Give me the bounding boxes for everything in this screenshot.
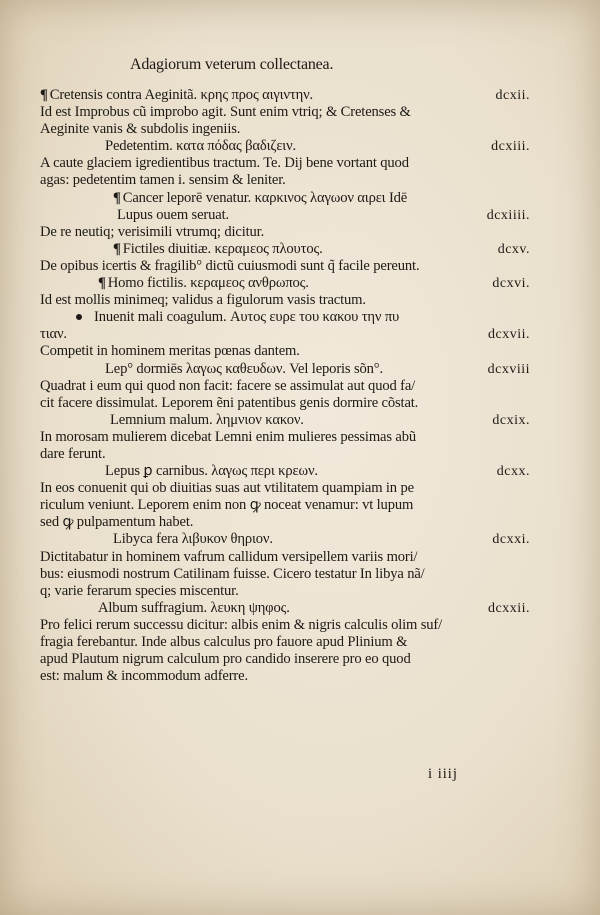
line-text: agas: pedetentim tamen i. sensim & leniter. xyxy=(40,172,286,189)
line-text: Dictitabatur in hominem vafrum callidum versipellem variis mori/ xyxy=(40,548,418,565)
pilcrow-icon: ¶ xyxy=(40,87,48,103)
text-line xyxy=(40,87,560,104)
adage-number: dcxv. xyxy=(497,241,530,257)
signature-mark: i iiij xyxy=(428,766,458,782)
adage-number: dcxix. xyxy=(492,412,530,428)
adage-number: dcxx. xyxy=(496,464,530,480)
line-text: fragia ferebantur. Inde albus calculus pro fauore apud Plinium & xyxy=(40,634,408,650)
adage-number: dcxvii. xyxy=(488,327,530,343)
text-line xyxy=(40,600,560,617)
text-line xyxy=(40,241,560,258)
line-text: De opibus icertis & fragilib° dictũ cuiusmodi sunt q̃ facile pereunt. xyxy=(40,257,420,274)
line-text: Pedetentim. κατα πόδας βαδιζειν. xyxy=(105,138,297,155)
line-text: Libyca fera λιβυκον θηριον. xyxy=(113,531,273,548)
line-text: bus: eiusmodi nostrum Catilinam fuisse. Cicero testatur In libya nã/ xyxy=(40,565,425,582)
adage-number: dcxviii xyxy=(487,361,530,377)
text-line xyxy=(40,292,560,309)
line-text: apud Plautum nigrum calculum pro candido inserere pro eo quod xyxy=(40,651,411,668)
text-line xyxy=(40,275,560,292)
line-text: dare ferunt. xyxy=(40,445,106,462)
text-line xyxy=(40,668,560,685)
text-line xyxy=(40,446,560,463)
text-line xyxy=(40,361,560,378)
line-text: est: malum & incommodum adferre. xyxy=(40,668,248,685)
text-line xyxy=(40,190,560,207)
line-text: Cretensis contra Aeginitã. κρης προς αιγιντην. xyxy=(49,87,314,103)
line-text: De re neutiq; verisimili vtrumq; dicitur. xyxy=(40,223,265,240)
line-text: Id est mollis minimeq; validus a figulorum vasis tractum. xyxy=(40,292,366,309)
text-line xyxy=(40,155,560,172)
line-text: Inuenit mali coagulum. Αυτος ευρε του κακου την πυ xyxy=(94,309,400,326)
adage-number: dcxvi. xyxy=(492,276,530,292)
page-body xyxy=(40,87,560,685)
line-text: cit facere dissimulat. Leporem ẽni patentibus genis dormire cõstat. xyxy=(40,394,419,411)
text-line xyxy=(40,497,560,514)
text-line xyxy=(40,172,560,189)
line-text: In morosam mulierem dicebat Lemni enim mulieres pessimas abũ xyxy=(40,428,417,445)
line-text: Album suffragium. λευκη ψηφος. xyxy=(98,599,290,616)
line-text: Aeginite vanis & subdolis ingeniis. xyxy=(40,121,241,138)
ink-dot-icon xyxy=(76,314,82,320)
adage-number: dcxxii. xyxy=(488,600,530,616)
text-line xyxy=(40,480,560,497)
line-text: Quadrat i eum qui quod non facit: facere se assimulat aut quod fa/ xyxy=(40,377,416,394)
text-line xyxy=(40,583,560,600)
line-text: q; varie ferarum species miscentur. xyxy=(40,582,239,599)
text-line xyxy=(40,617,560,634)
text-line xyxy=(40,121,560,138)
text-line xyxy=(40,224,560,241)
line-text: A caute glaciem igredientibus tractum. Te. Dij bene vortant quod xyxy=(40,155,409,172)
text-line xyxy=(40,651,560,668)
text-line xyxy=(40,326,560,343)
text-line xyxy=(40,309,560,326)
text-line xyxy=(40,514,560,531)
line-text: Competit in hominem meritas pœnas dantem. xyxy=(40,343,300,360)
line-text: Lepus ꝑ carnibus. λαγως περι κρεων. xyxy=(105,463,318,480)
text-line xyxy=(40,429,560,446)
pilcrow-icon: ¶ xyxy=(113,240,121,257)
adage-number: dcxiiii. xyxy=(486,207,530,223)
text-line xyxy=(40,104,560,121)
text-line xyxy=(40,258,560,275)
line-text: Lemnium malum. λημνιον κακον. xyxy=(110,411,304,428)
line-text: riculum veniunt. Leporem enim non ꝙ noceat venamur: vt lupum xyxy=(40,497,414,514)
running-head: Adagiorum veterum collectanea. xyxy=(130,56,334,73)
line-text: Homo fictilis. κεραμεος ανθρωπος. xyxy=(107,275,309,292)
line-list xyxy=(40,87,560,685)
text-line xyxy=(40,138,560,155)
text-line xyxy=(40,395,560,412)
line-text: Id est Improbus cũ improbo agit. Sunt enim vtriq; & Cretenses & xyxy=(40,104,411,121)
line-text: Lupus ouem seruat. xyxy=(117,206,229,223)
line-text: Cancer leporē venatur. καρκινος λαγωον αιρει Idē xyxy=(122,189,408,206)
line-text: Pro felici rerum successu dicitur: albis enim & nigris calculis olim suf/ xyxy=(40,616,443,633)
text-line xyxy=(40,566,560,583)
line-text: Lep° dormiēs λαγως καθευδων. Vel leporis sõn°. xyxy=(105,360,383,377)
line-text: In eos conuenit qui ob diuitias suas aut vtilitatem quampiam in pe xyxy=(40,480,414,497)
text-line xyxy=(40,463,560,480)
text-line xyxy=(40,634,560,651)
text-line xyxy=(40,207,560,224)
adage-number: dcxxi. xyxy=(492,532,530,548)
text-line xyxy=(40,378,560,395)
line-text: sed ꝙ pulpamentum habet. xyxy=(40,514,194,531)
text-line xyxy=(40,343,560,360)
text-line xyxy=(40,549,560,566)
text-line xyxy=(40,531,560,548)
line-text: τιαν. xyxy=(40,326,67,343)
pilcrow-icon: ¶ xyxy=(98,275,106,292)
adage-number: dcxii. xyxy=(495,88,530,103)
pilcrow-icon: ¶ xyxy=(113,189,121,206)
adage-number: dcxiii. xyxy=(491,139,530,155)
line-text: Fictiles diuitiæ. κεραμεος πλουτος. xyxy=(122,240,323,257)
text-line xyxy=(40,412,560,429)
